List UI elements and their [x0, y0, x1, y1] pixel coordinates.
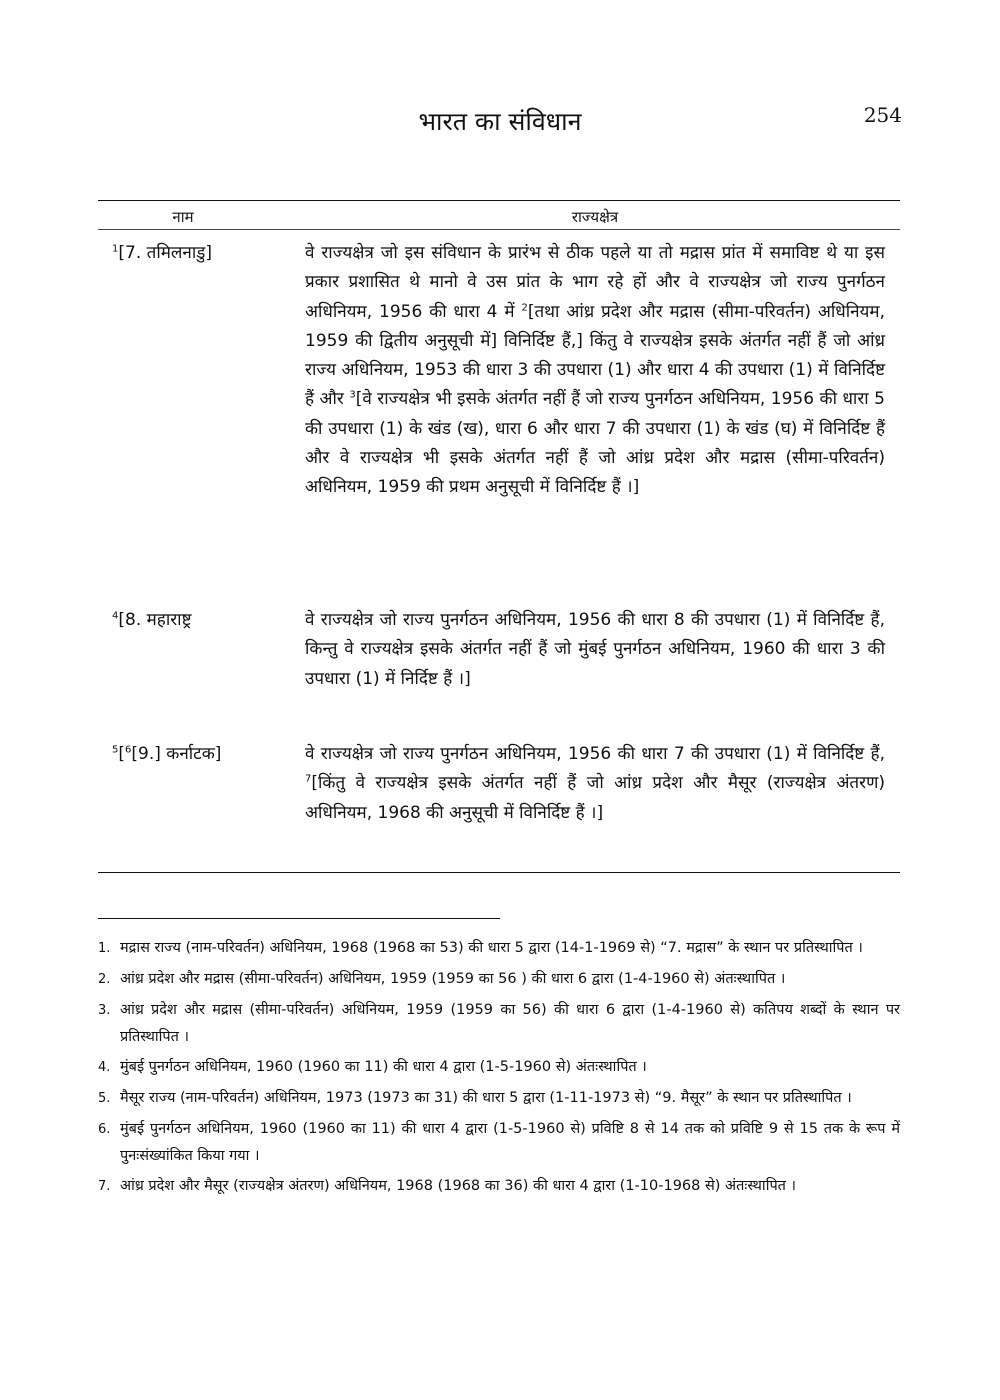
footnote-text: मद्रास राज्य (नाम-परिवर्तन) अधिनियम, 1968 (1968 का 53) की धारा 5 द्वारा (14-1-1969 से) “7. मद्रास” के स्थान पर प्रतिस्थापित ।: [120, 940, 863, 956]
table-top-rule: [98, 200, 900, 201]
footnote-text: आंध्र प्रदेश और मैसूर (राज्यक्षेत्र अंतरण) अधिनियम, 1968 (1968 का 36) की धारा 4 द्वारा (1-10-1968 से) अंतःस्थापित ।: [120, 1178, 797, 1194]
footnote-separator: [98, 918, 500, 919]
footnote-ref: 7: [305, 773, 312, 785]
territory-text: वे राज्यक्षेत्र जो राज्य पुनर्गठन अधिनियम, 1956 की धारा 7 की उपधारा (1) में विनिर्दिष्ट हैं,: [305, 744, 885, 764]
territory-text: वे राज्यक्षेत्र जो राज्य पुनर्गठन अधिनियम, 1956 की धारा 8 की उपधारा (1) में विनिर्दिष्ट हैं, किन्तु वे राज्यक्षेत्र इसके अंतर्गत नहीं हैं जो मुंबई पुनर्गठन अधिनियम, 1960 की धारा 3 की उपधारा (1) में निर्दिष्ट हैं ।]: [305, 610, 885, 689]
territory-text: [तथा आंध्र प्रदेश और मद्रास (सीमा-परिवर्तन) अधिनियम, 1959 की द्वितीय अनुसूची में] विनिर्दिष्ट हैं,] किंतु वे राज्यक्षेत्र इसके अंतर्गत नहीं हैं जो आंध्र राज्य अधिनियम, 1953 की धारा 3 की उपधारा (1) और धारा 4 की उपधारा (1) में विनिर्दिष्ट हैं और: [305, 301, 885, 410]
footnote: [98, 1085, 900, 1112]
column-header-territory: राज्यक्षेत्र: [571, 208, 619, 226]
footnotes-list: [98, 935, 900, 1204]
footnote-ref: 1: [112, 243, 119, 255]
footnote-number: 4.: [98, 1060, 111, 1075]
footnote-number: 6.: [98, 1122, 111, 1137]
page-title: भारत का संविधान: [418, 107, 582, 136]
table-row-name: [112, 606, 292, 635]
table-bottom-rule: [98, 872, 900, 873]
footnote: [98, 935, 900, 962]
footnote-text: मुंबई पुनर्गठन अधिनियम, 1960 (1960 का 11) की धारा 4 द्वारा (1-5-1960 से) अंतःस्थापित ।: [120, 1059, 647, 1075]
column-header-name: नाम: [172, 208, 194, 226]
footnote-number: 7.: [98, 1179, 111, 1194]
state-name: [7. तमिलनाडु]: [118, 243, 212, 263]
footnote: [98, 1054, 900, 1081]
footnote-number: 1.: [98, 941, 111, 956]
footnote: [98, 997, 900, 1050]
footnote-text: मुंबई पुनर्गठन अधिनियम, 1960 (1960 का 11) की धारा 4 द्वारा (1-5-1960 से) प्रविष्टि 8 से 14 तक को प्रविष्टि 9 से 15 तक के रूप में पुनःसंख्यांकित किया गया ।: [120, 1121, 900, 1164]
table-row-territory: [305, 606, 885, 694]
footnote-number: 3.: [98, 1003, 111, 1018]
footnote-ref: 4: [112, 610, 119, 622]
footnote-ref: 2: [521, 301, 528, 313]
table-row-territory: [305, 740, 885, 828]
footnote-number: 5.: [98, 1091, 111, 1106]
footnote-ref: 5: [112, 744, 119, 756]
footnote: [98, 1116, 900, 1169]
page-number: 254: [863, 103, 902, 127]
footnote-number: 2.: [98, 972, 111, 987]
territory-text: वे राज्यक्षेत्र जो इस संविधान के प्रारंभ से ठीक पहले या तो मद्रास प्रांत में समाविष्ट थे या इस प्रकार प्रशासित थे मानो वे उस प्रांत के भाग रहे हों और वे राज्यक्षेत्र जो राज्य पुनर्गठन अधिनियम, 1956 की धारा 4 में: [305, 243, 885, 322]
header-underline: [98, 229, 900, 230]
footnote-text: आंध्र प्रदेश और मद्रास (सीमा-परिवर्तन) अधिनियम, 1959 (1959 का 56) की धारा 6 द्वारा (1-4-1960 से) कतिपय शब्दों के स्थान पर प्रतिस्थापित ।: [120, 1002, 900, 1045]
footnote-text: आंध्र प्रदेश और मद्रास (सीमा-परिवर्तन) अधिनियम, 1959 (1959 का 56 ) की धारा 6 द्वारा (1-4-1960 से) अंतःस्थापित ।: [120, 971, 786, 987]
footnote-ref: 3: [349, 389, 356, 401]
state-name: [: [118, 744, 126, 764]
table-row-name: [112, 239, 292, 268]
state-name: [8. महाराष्ट्र: [118, 610, 192, 630]
territory-text: [वे राज्यक्षेत्र भी इसके अंतर्गत नहीं हैं जो राज्य पुनर्गठन अधिनियम, 1956 की धारा 5 की उपधारा (1) के खंड (ख), धारा 6 और धारा 7 की उपधारा (1) के खंड (घ) में विनिर्दिष्ट हैं और वे राज्यक्षेत्र भी इसके अंतर्गत नहीं हैं जो आंध्र प्रदेश और मद्रास (सीमा-परिवर्तन) अधिनियम, 1959 की प्रथम अनुसूची में विनिर्दिष्ट हैं ।]: [305, 389, 885, 498]
territory-text: [किंतु वे राज्यक्षेत्र इसके अंतर्गत नहीं हैं जो आंध्र प्रदेश और मैसूर (राज्यक्षेत्र अंतरण) अधिनियम, 1968 की अनुसूची में विनिर्दिष्ट हैं ।]: [305, 773, 885, 823]
footnote-ref: 6: [125, 744, 132, 756]
footnote-text: मैसूर राज्य (नाम-परिवर्तन) अधिनियम, 1973 (1973 का 31) की धारा 5 द्वारा (1-11-1973 से) “9. मैसूर” के स्थान पर प्रतिस्थापित ।: [120, 1090, 852, 1106]
footnote: [98, 1173, 900, 1200]
state-name: [9.] कर्नाटक]: [131, 744, 222, 764]
table-row-name: [112, 740, 292, 769]
footnote: [98, 966, 900, 993]
table-row-territory: [305, 239, 885, 503]
